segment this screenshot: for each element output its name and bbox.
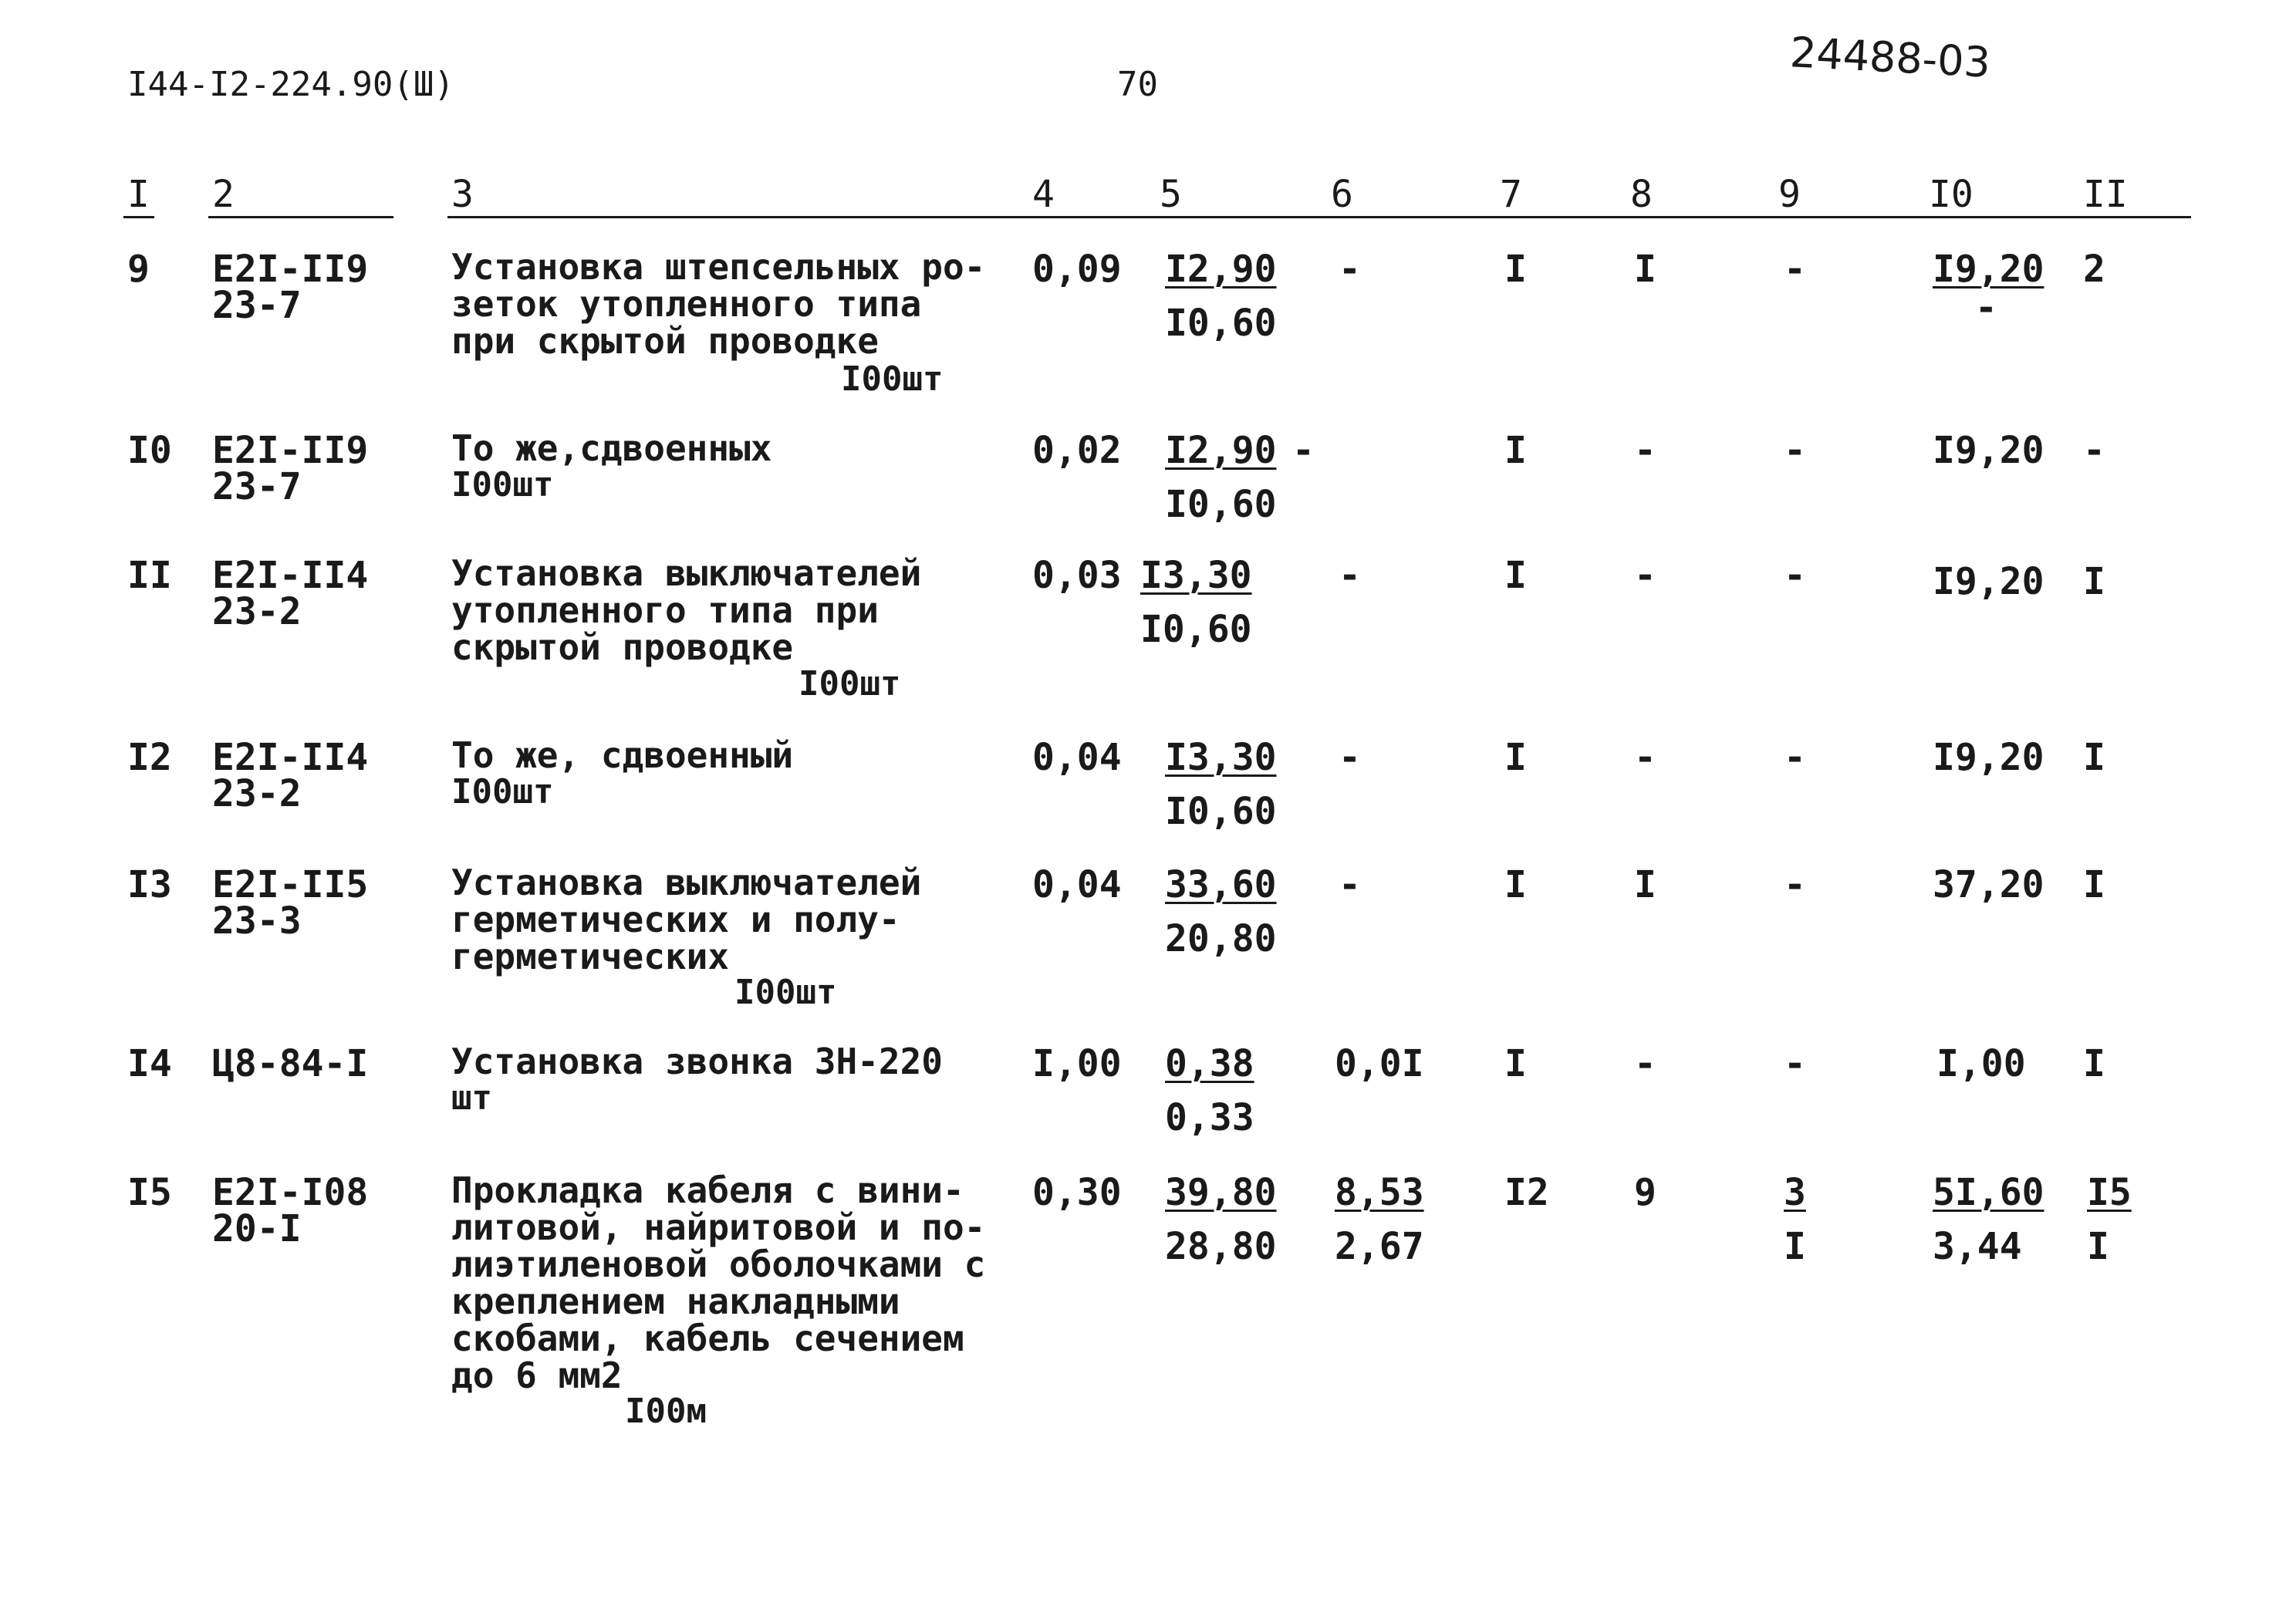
col-head-1: I	[127, 173, 150, 216]
col6-value: -	[1339, 736, 1361, 779]
rate-code: E2I-I08	[212, 1171, 369, 1214]
col10-value: I9,20	[1933, 736, 2044, 779]
row-number: II	[127, 554, 172, 597]
quantity: 0,04	[1032, 736, 1122, 779]
col-head-3: 3	[451, 173, 474, 216]
header-rule	[123, 216, 154, 218]
cost-top: 39,80	[1165, 1171, 1277, 1214]
work-description: То же, сдвоенный	[451, 734, 794, 776]
row-number: I5	[127, 1171, 172, 1214]
col11-top: I5	[2087, 1171, 2132, 1214]
col8-value: I	[1634, 248, 1656, 291]
col11-value: I	[2083, 1042, 2105, 1085]
cost-bottom: I0,60	[1165, 302, 1277, 345]
col10-value: 37,20	[1933, 863, 2044, 906]
col8-value: I	[1634, 863, 1656, 906]
row-number: I3	[127, 863, 172, 906]
rate-code: E2I-II5	[212, 863, 369, 906]
rate-code-sub: 23-2	[212, 772, 302, 815]
cost-top: 0,38	[1165, 1042, 1254, 1085]
quantity: 0,03	[1032, 554, 1122, 597]
quantity: I,00	[1032, 1042, 1122, 1085]
col10-value: I9,20	[1933, 429, 2044, 472]
unit-of-measure: I00м	[625, 1392, 707, 1431]
col9-top: 3	[1784, 1171, 1806, 1214]
rate-code: Ц8-84-I	[212, 1042, 369, 1085]
col8-value: 9	[1634, 1171, 1656, 1214]
col7-value: I2	[1504, 1171, 1549, 1214]
col6-top: 8,53	[1335, 1171, 1424, 1214]
work-description: Установка выключателей герметических и полу- герметических	[451, 862, 922, 977]
col6-value: -	[1292, 429, 1315, 472]
cost-bottom: 0,33	[1165, 1096, 1254, 1139]
col10-top: 5I,60	[1933, 1171, 2044, 1214]
col8-value: -	[1634, 429, 1656, 472]
cost-bottom: 28,80	[1165, 1225, 1277, 1268]
col6-value: -	[1339, 863, 1361, 906]
col11-value: I	[2083, 863, 2105, 906]
col6-value: -	[1339, 554, 1361, 597]
handwritten-stamp: 24488-03	[1788, 28, 1992, 87]
rate-code: E2I-II9	[212, 248, 369, 291]
cost-top: I2,90	[1165, 429, 1277, 472]
col9-value: -	[1784, 736, 1806, 779]
rate-code: E2I-II4	[212, 554, 369, 597]
rate-code-sub: 20-I	[212, 1207, 302, 1250]
col-head-8: 8	[1630, 173, 1653, 216]
col10-value: I9,20	[1933, 560, 2044, 603]
unit-of-measure: I00шт	[451, 465, 554, 504]
col7-value: I	[1504, 736, 1527, 779]
cost-bottom: I0,60	[1140, 608, 1252, 651]
col9-bottom: I	[1784, 1225, 1806, 1268]
row-number: I2	[127, 736, 172, 779]
unit-of-measure: шт	[451, 1078, 492, 1118]
col7-value: I	[1504, 554, 1527, 597]
work-description: Прокладка кабеля с вини- литовой, найритовой и по- лиэтиленовой оболочками с креплением накладными скобами, кабель сечением до 6 мм2	[451, 1169, 986, 1396]
col-head-11: II	[2083, 173, 2128, 216]
col11-value: I	[2083, 736, 2105, 779]
work-description: Установка штепсельных ро- зеток утопленного типа при скрытой проводке	[451, 246, 986, 362]
col7-value: I	[1504, 429, 1527, 472]
rate-code-sub: 23-7	[212, 284, 302, 327]
col7-value: I	[1504, 248, 1527, 291]
col-head-9: 9	[1778, 173, 1801, 216]
cost-top: I3,30	[1140, 554, 1252, 597]
col-head-4: 4	[1032, 173, 1055, 216]
work-description: То же,сдвоенных	[451, 427, 772, 469]
col-head-5: 5	[1160, 173, 1182, 216]
cost-bottom: 20,80	[1165, 917, 1277, 960]
cost-top: I2,90	[1165, 248, 1277, 291]
col6-value: -	[1339, 248, 1361, 291]
row-number: I4	[127, 1042, 172, 1085]
col7-value: I	[1504, 863, 1527, 906]
unit-of-measure: I00шт	[451, 772, 554, 812]
col7-value: I	[1504, 1042, 1527, 1085]
col6-value: 0,0I	[1335, 1042, 1424, 1085]
col-head-2: 2	[212, 173, 235, 216]
col11-value: -	[2083, 429, 2105, 472]
cost-top: 33,60	[1165, 863, 1277, 906]
rate-code-sub: 23-3	[212, 899, 302, 943]
rate-code: E2I-II4	[212, 736, 369, 779]
col10-bottom: -	[1975, 286, 1997, 329]
header-rule	[208, 216, 393, 218]
col8-value: -	[1634, 736, 1656, 779]
col8-value: -	[1634, 554, 1656, 597]
cost-bottom: I0,60	[1165, 483, 1277, 526]
work-description: Установка выключателей утопленного типа при скрытой проводке	[451, 552, 922, 668]
rate-code-sub: 23-2	[212, 590, 302, 633]
col9-value: -	[1784, 863, 1806, 906]
col8-value: -	[1634, 1042, 1656, 1085]
col10-bottom: 3,44	[1933, 1225, 2022, 1268]
row-number: 9	[127, 248, 150, 291]
quantity: 0,09	[1032, 248, 1122, 291]
col10-top: I9,20	[1933, 248, 2044, 291]
col9-value: -	[1784, 554, 1806, 597]
col9-value: -	[1784, 1042, 1806, 1085]
col9-value: -	[1784, 429, 1806, 472]
rate-code-sub: 23-7	[212, 465, 302, 508]
row-number: I0	[127, 429, 172, 472]
quantity: 0,30	[1032, 1171, 1122, 1214]
cost-top: I3,30	[1165, 736, 1277, 779]
col9-value: -	[1784, 248, 1806, 291]
col11-value: I	[2083, 560, 2105, 603]
col10-value: I,00	[1936, 1042, 2026, 1085]
rate-code: E2I-II9	[212, 429, 369, 472]
col6-bottom: 2,67	[1335, 1225, 1424, 1268]
header-rule	[447, 216, 2191, 218]
cost-bottom: I0,60	[1165, 790, 1277, 833]
unit-of-measure: I00шт	[841, 359, 944, 399]
quantity: 0,04	[1032, 863, 1122, 906]
work-description: Установка звонка ЗН-220	[451, 1041, 943, 1082]
unit-of-measure: I00шт	[799, 664, 901, 704]
document-code: I44-I2-224.90(Ш)	[127, 65, 454, 104]
col-head-7: 7	[1500, 173, 1522, 216]
page-number: 70	[1117, 65, 1158, 104]
col11-bottom: I	[2087, 1225, 2109, 1268]
quantity: 0,02	[1032, 429, 1122, 472]
col-head-6: 6	[1331, 173, 1353, 216]
unit-of-measure: I00шт	[734, 973, 837, 1012]
col-head-10: I0	[1929, 173, 1974, 216]
col11-value: 2	[2083, 248, 2105, 291]
